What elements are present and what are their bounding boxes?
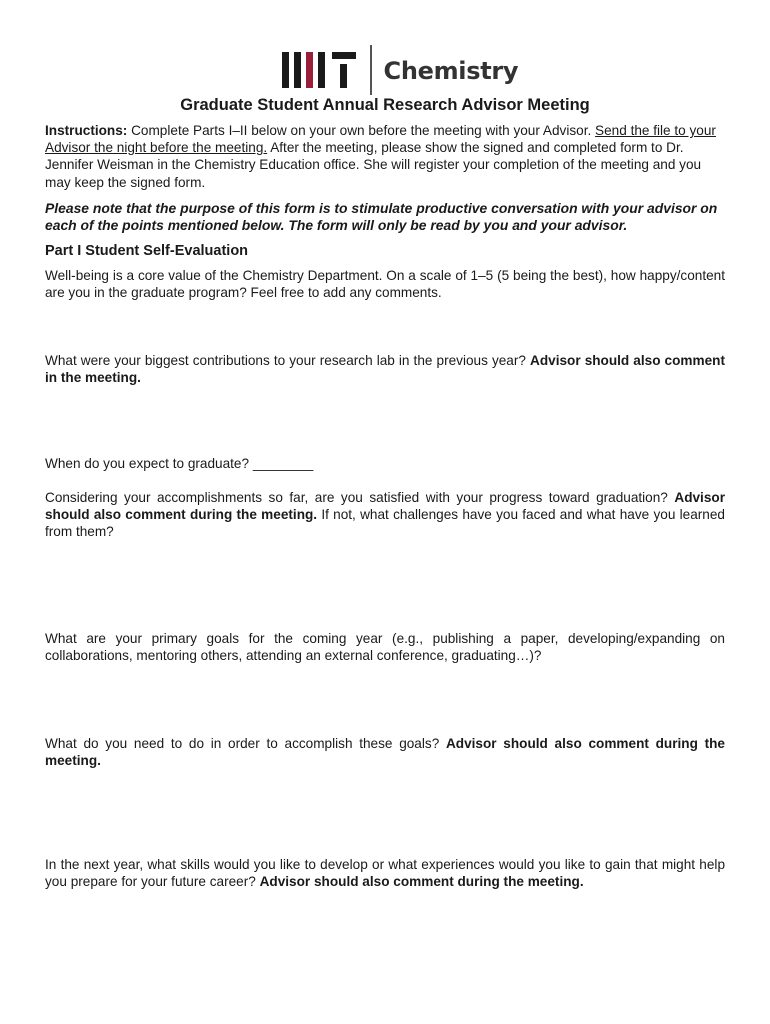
part1-heading — [45, 243, 725, 260]
question-4-text-2: If not, what challenges have you faced and what have you learned from them? — [45, 507, 725, 540]
header — [282, 44, 518, 96]
question-2-text: What were your biggest contributions to your research lab in the previous year? — [45, 353, 531, 368]
question-7 — [45, 856, 725, 890]
instructions — [45, 122, 725, 191]
mit-logo — [282, 52, 356, 88]
instructions-label: Instructions: — [45, 123, 128, 138]
chemistry-brand: Chemistry — [383, 57, 519, 85]
question-6-text: What do you need to do in order to accomplish these goals? — [45, 736, 446, 751]
question-5-text: What are your primary goals for the coming year (e.g., publishing a paper, developing/expanding on collaborations, mentoring others, attending an external conference, graduating…)? — [45, 631, 725, 664]
question-7-bold: Advisor should also comment during the meeting. — [259, 874, 584, 890]
question-3 — [45, 455, 725, 472]
question-4 — [45, 489, 725, 541]
question-7-text: In the next year, what skills would you like to develop or what experiences would you like to gain that might help you prepare for your future career? — [45, 857, 725, 890]
question-1 — [45, 267, 725, 301]
instructions-underlined: Send the file to your Advisor the night before the meeting. — [45, 123, 716, 156]
question-1-text: Well-being is a core value of the Chemistry Department. On a scale of 1–5 (5 being the best), how happy/content are you in the graduate program? Feel free to add any comments. — [45, 268, 725, 301]
page-title: Graduate Student Annual Research Advisor Meeting — [180, 96, 590, 114]
question-2-bold: Advisor should also comment in the meeting. — [45, 353, 725, 386]
instructions-text-2: After the meeting, please show the signed and completed form to Dr. Jennifer Weisman in the Chemistry Education office. She will register your completion of the meeting and you may keep the signed form. — [45, 140, 702, 190]
question-4-text: Considering your accomplishments so far, are you satisfied with your progress toward graduation? — [45, 490, 675, 505]
part1-heading-text: Part I Student Self-Evaluation — [45, 243, 249, 259]
note — [45, 200, 725, 234]
question-6-bold: Advisor should also comment during the meeting. — [45, 736, 725, 769]
question-4-bold: Advisor should also comment during the meeting. — [45, 490, 725, 523]
question-3-text: When do you expect to graduate? ________ — [45, 456, 314, 471]
instructions-text-1: Complete Parts I–II below on your own before the meeting with your Advisor. — [127, 123, 596, 138]
question-5 — [45, 630, 725, 664]
question-2 — [45, 352, 725, 386]
note-text: Please note that the purpose of this form is to stimulate productive conversation with your advisor on each of the points mentioned below. The form will only be read by you and your advisor. — [45, 200, 718, 234]
question-6 — [45, 735, 725, 769]
logo-divider — [370, 45, 372, 95]
